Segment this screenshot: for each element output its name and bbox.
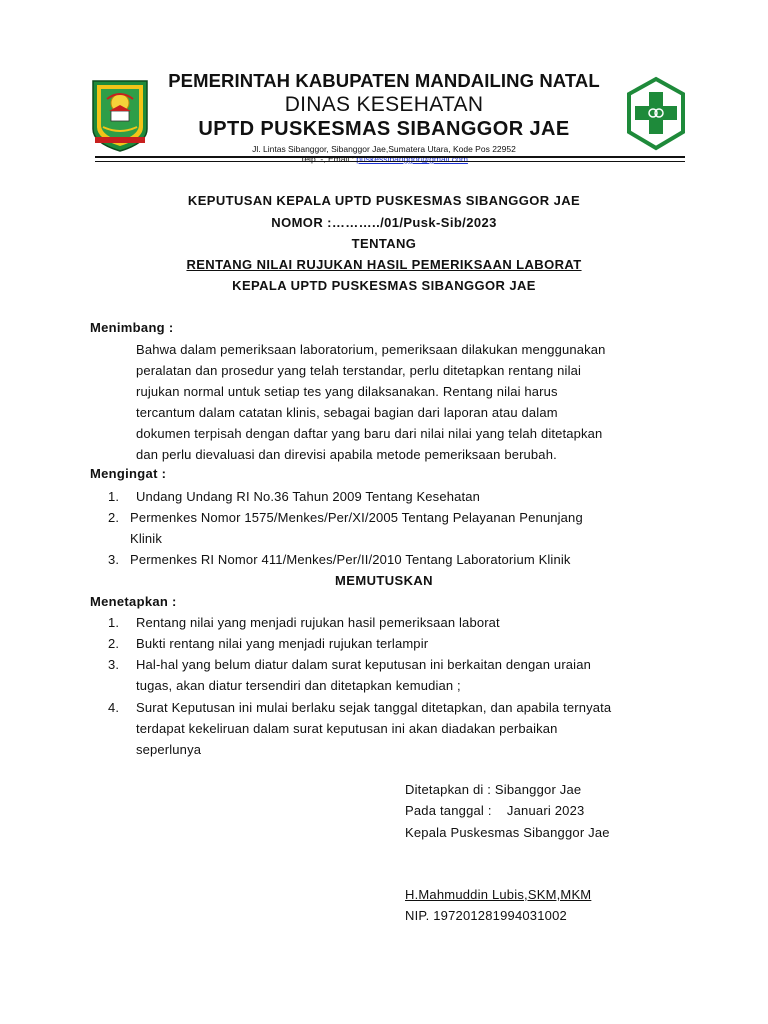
address-line: Jl. Lintas Sibanggor, Sibanggor Jae,Sumatera Utara, Kode Pos 22952	[252, 144, 516, 154]
item-text: Bukti rentang nilai yang menjadi rujukan terlampir	[136, 636, 429, 651]
contact-prefix: Telp. -, Email :	[300, 154, 357, 164]
memutuskan-heading: MEMUTUSKAN	[335, 573, 433, 588]
signature-date: Pada tanggal : Januari 2023	[405, 803, 585, 818]
item-text: Undang Undang RI No.36 Tahun 2009 Tentang Kesehatan	[136, 489, 480, 504]
menimbang-label: Menimbang :	[90, 320, 174, 335]
item-line: tugas, akan diatur tersendiri dan ditetapkan kemudian ;	[136, 678, 461, 693]
item-number: 3.	[108, 552, 120, 567]
department-name: DINAS KESEHATAN	[284, 93, 484, 116]
signatory-name: H.Mahmuddin Lubis,SKM,MKM	[405, 887, 592, 902]
menimbang-paragraph	[136, 339, 677, 465]
mengingat-label: Mengingat :	[90, 466, 167, 481]
menimbang-line: peralatan dan prosedur yang telah terstandar, perlu ditetapkan rentang nilai	[136, 363, 582, 378]
menetapkan-label: Menetapkan :	[90, 594, 177, 609]
menimbang-line: dokumen terpisah dengan daftar yang baru dari nilai nilai yang telah ditetapkan	[136, 426, 603, 441]
item-text	[136, 654, 677, 696]
item-number: 1.	[108, 615, 120, 630]
item-number: 4.	[108, 700, 120, 715]
menimbang-line: dan perlu dievaluasi dan direvisi apabila metode pemeriksaan berubah.	[136, 447, 557, 462]
decree-subject: RENTANG NILAI RUJUKAN HASIL PEMERIKSAAN LABORAT	[186, 257, 582, 272]
menimbang-line: tercantum dalam catatan klinis, sebagai bagian dari laporan atau dalam	[136, 405, 558, 420]
puskesmas-cross-icon	[626, 76, 686, 152]
item-line: terdapat kekeliruan dalam surat keputusan ini akan diadakan perbaikan	[136, 721, 558, 736]
signatory-nip: NIP. 197201281994031002	[405, 908, 567, 923]
menimbang-line: Bahwa dalam pemeriksaan laboratorium, pemeriksaan dilakukan menggunakan	[136, 342, 606, 357]
item-text	[130, 507, 677, 549]
email-link[interactable]: puskessibanggor@gmail.com	[356, 154, 468, 164]
item-line: seperlunya	[136, 742, 202, 757]
tentang-label: TENTANG	[351, 236, 417, 251]
item-number: 1.	[108, 489, 120, 504]
item-number: 2.	[108, 636, 120, 651]
signature-place: Ditetapkan di : Sibanggor Jae	[405, 782, 582, 797]
item-line: Surat Keputusan ini mulai berlaku sejak tanggal ditetapkan, dan apabila ternyata	[136, 700, 612, 715]
letterhead-rule-thin	[95, 161, 685, 162]
decree-issuer: KEPALA UPTD PUSKESMAS SIBANGGOR JAE	[232, 278, 536, 293]
item-line: Klinik	[130, 531, 162, 546]
decree-number: NOMOR :………../01/Pusk-Sib/2023	[271, 215, 497, 230]
menimbang-line: rujukan normal untuk setiap tes yang dilaksanakan. Rentang nilai harus	[136, 384, 558, 399]
government-name: PEMERINTAH KABUPATEN MANDAILING NATAL	[168, 70, 600, 91]
item-number: 2.	[108, 510, 120, 525]
item-text: Rentang nilai yang menjadi rujukan hasil pemeriksaan laborat	[136, 615, 500, 630]
letterhead	[140, 70, 628, 164]
item-text: Permenkes RI Nomor 411/Menkes/Per/II/2010 Tentang Laboratorium Klinik	[130, 552, 571, 567]
decree-title: KEPUTUSAN KEPALA UPTD PUSKESMAS SIBANGGOR JAE	[187, 193, 581, 208]
item-number: 3.	[108, 657, 120, 672]
signature-position: Kepala Puskesmas Sibanggor Jae	[405, 825, 610, 840]
item-line: Permenkes Nomor 1575/Menkes/Per/XI/2005 Tentang Pelayanan Penunjang	[130, 510, 583, 525]
institution-name: UPTD PUSKESMAS SIBANGGOR JAE	[198, 118, 570, 140]
letterhead-rule-thick	[95, 156, 685, 158]
item-text	[136, 697, 677, 760]
item-line: Hal-hal yang belum diatur dalam surat keputusan ini berkaitan dengan uraian	[136, 657, 591, 672]
